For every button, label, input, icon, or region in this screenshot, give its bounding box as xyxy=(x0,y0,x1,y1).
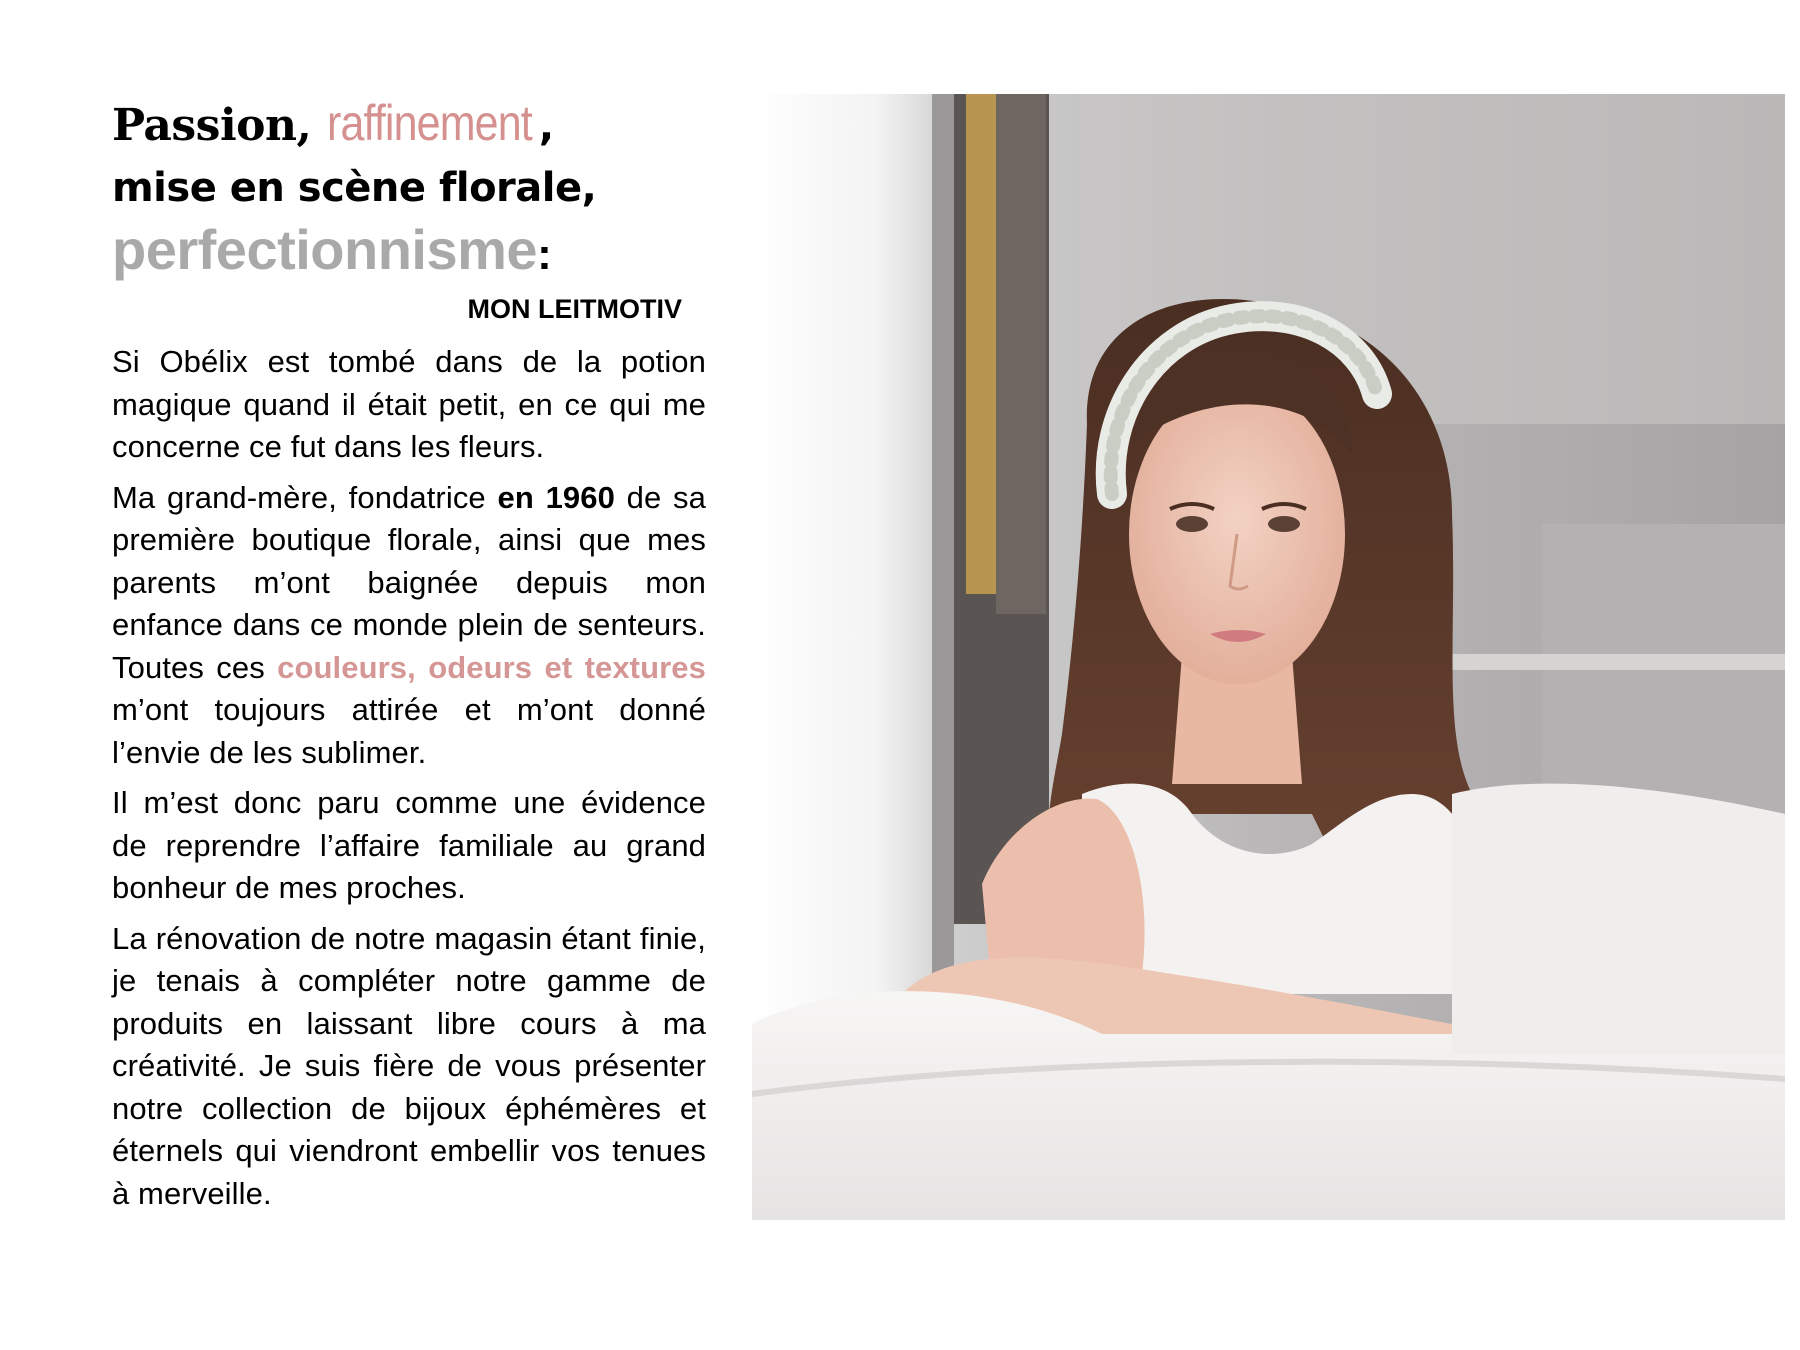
heading-word-passion: Passion, xyxy=(112,100,312,151)
painting xyxy=(996,94,1046,614)
paragraph-2-text-e: m’ont toujours attirée et m’ont donné l’envie de les sublimer. xyxy=(112,692,706,770)
paragraph-1: Si Obélix est tombé dans de la potion magique quand il était petit, en ce qui me concerne ce fut dans les fleurs. xyxy=(112,344,706,464)
portrait-illustration xyxy=(752,94,1785,1220)
paragraph-2-text-a: Ma grand-mère, fondatrice xyxy=(112,479,498,515)
back-wall xyxy=(1542,524,1785,824)
paragraph-4: La rénovation de notre magasin étant finie, je tenais à compléter notre gamme de produits en laissant libre cours à ma créativité. Je suis fière de vous présenter notre collection de bijoux éphémères et éternels qui viendront embellir vos tenues à merveille. xyxy=(112,920,706,1211)
text-column xyxy=(112,92,706,1223)
heading-word-raffinement: raffinement xyxy=(326,95,532,151)
heading-colon: : xyxy=(537,230,552,279)
heading-line-3 xyxy=(112,218,706,287)
paragraph-2 xyxy=(112,477,706,775)
heading-line-2: mise en scène florale, xyxy=(112,165,597,211)
motto: MON LEITMOTIV xyxy=(467,294,682,324)
paragraph-2-highlight: couleurs, odeurs et textures xyxy=(277,649,706,685)
heading-comma: , xyxy=(538,104,555,150)
paragraph-2-text-c: de sa première boutique florale, ainsi que mes parents m’ont baignée depuis mon enfance dans ce monde plein de senteurs. Toutes ces xyxy=(112,479,706,685)
portrait-photo xyxy=(752,94,1785,1220)
wall-molding xyxy=(1452,654,1785,670)
heading-word-perfectionnisme: perfectionnisme xyxy=(112,218,538,281)
paragraph-3: Il m’est donc paru comme une évidence de reprendre l’affaire familiale au grand bonheur de mes proches. xyxy=(112,785,706,905)
gold-frame xyxy=(966,94,996,594)
paragraph-2-year: en 1960 xyxy=(497,479,615,515)
left-eye xyxy=(1176,516,1208,532)
heading-line-1 xyxy=(112,92,706,158)
sofa-back xyxy=(1452,784,1785,1054)
right-eye xyxy=(1268,516,1300,532)
